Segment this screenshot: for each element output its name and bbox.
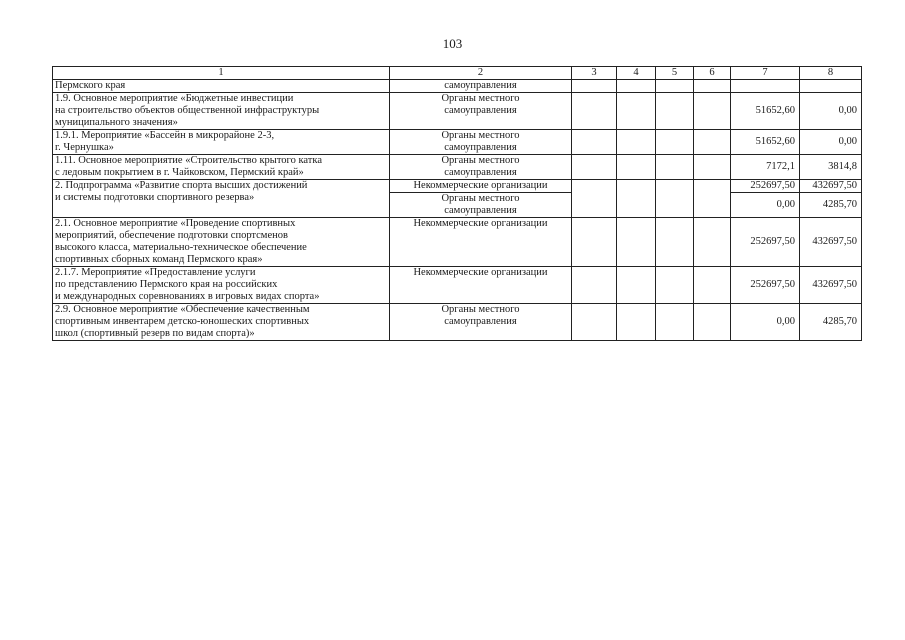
column-number-row bbox=[53, 67, 862, 80]
cell-text-line: самоуправления bbox=[444, 142, 517, 153]
amount-cell: 0,00 bbox=[731, 304, 800, 341]
empty-cell bbox=[656, 93, 694, 130]
executor-cell bbox=[390, 180, 572, 193]
activity-cell bbox=[53, 80, 390, 93]
amount-cell: 4285,70 bbox=[800, 193, 862, 218]
table-row bbox=[53, 267, 862, 304]
table-row bbox=[53, 155, 862, 180]
amount-cell: 0,00 bbox=[800, 130, 862, 155]
amount-cell: 252697,50 bbox=[731, 180, 800, 193]
cell-text-line: высокого класса, материально-техническое обеспечение bbox=[55, 242, 307, 253]
empty-cell bbox=[656, 218, 694, 267]
activity-cell bbox=[53, 130, 390, 155]
column-number: 1 bbox=[53, 67, 390, 80]
cell-text-line: Органы местного bbox=[441, 304, 520, 315]
activity-cell bbox=[53, 267, 390, 304]
empty-cell bbox=[656, 155, 694, 180]
budget-table bbox=[52, 66, 862, 341]
cell-text-line: Некоммерческие организации bbox=[413, 218, 548, 229]
executor-cell bbox=[390, 155, 572, 180]
empty-cell bbox=[572, 267, 617, 304]
cell-text-line: г. Чернушка» bbox=[55, 142, 114, 153]
executor-cell bbox=[390, 218, 572, 267]
cell-text-line: спортивных сборных команд Пермского края» bbox=[55, 254, 263, 265]
table-row bbox=[53, 218, 862, 267]
empty-cell bbox=[572, 180, 617, 218]
amount-cell: 432697,50 bbox=[800, 180, 862, 193]
cell-text-line: самоуправления bbox=[444, 167, 517, 178]
amount-cell: 3814,8 bbox=[800, 155, 862, 180]
amount-cell: 252697,50 bbox=[731, 218, 800, 267]
empty-cell bbox=[617, 80, 656, 93]
cell-text-line: самоуправления bbox=[444, 316, 517, 327]
empty-cell bbox=[617, 130, 656, 155]
cell-text-line: на строительство объектов общественной инфраструктуры bbox=[55, 105, 320, 116]
executor-cell bbox=[390, 304, 572, 341]
executor-cell bbox=[390, 193, 572, 218]
cell-text-line: с ледовым покрытием в г. Чайковском, Пермский край» bbox=[55, 167, 304, 178]
amount-cell: 4285,70 bbox=[800, 304, 862, 341]
column-number: 4 bbox=[617, 67, 656, 80]
activity-cell bbox=[53, 218, 390, 267]
empty-cell bbox=[617, 93, 656, 130]
cell-text-line: и международных соревнованиях в игровых видах спорта» bbox=[55, 291, 320, 302]
cell-text-line: Органы местного bbox=[441, 93, 520, 104]
table-row bbox=[53, 180, 862, 193]
executor-cell bbox=[390, 267, 572, 304]
amount-cell bbox=[800, 80, 862, 93]
empty-cell bbox=[656, 130, 694, 155]
table-row bbox=[53, 130, 862, 155]
cell-text-line: самоуправления bbox=[444, 80, 517, 91]
activity-cell bbox=[53, 304, 390, 341]
amount-cell bbox=[731, 80, 800, 93]
cell-text-line: Некоммерческие организации bbox=[413, 180, 548, 191]
cell-text-line: муниципального значения» bbox=[55, 117, 178, 128]
column-number: 5 bbox=[656, 67, 694, 80]
executor-cell bbox=[390, 130, 572, 155]
activity-cell bbox=[53, 180, 390, 218]
empty-cell bbox=[694, 218, 731, 267]
empty-cell bbox=[694, 304, 731, 341]
column-number: 3 bbox=[572, 67, 617, 80]
empty-cell bbox=[572, 304, 617, 341]
cell-text-line: по представлению Пермского края на российских bbox=[55, 279, 278, 290]
amount-cell: 432697,50 bbox=[800, 218, 862, 267]
cell-text-line: Пермского края bbox=[55, 80, 126, 91]
empty-cell bbox=[617, 180, 656, 218]
amount-cell: 0,00 bbox=[731, 193, 800, 218]
cell-text-line: 2.1. Основное мероприятие «Проведение спортивных bbox=[55, 218, 296, 229]
empty-cell bbox=[572, 155, 617, 180]
cell-text-line: мероприятий, обеспечение подготовки спортсменов bbox=[55, 230, 288, 241]
executor-cell bbox=[390, 93, 572, 130]
table-row bbox=[53, 80, 862, 93]
empty-cell bbox=[694, 130, 731, 155]
empty-cell bbox=[617, 267, 656, 304]
amount-cell: 51652,60 bbox=[731, 93, 800, 130]
cell-text-line: 2.9. Основное мероприятие «Обеспечение качественным bbox=[55, 304, 310, 315]
empty-cell bbox=[694, 180, 731, 218]
cell-text-line: и системы подготовки спортивного резерва» bbox=[55, 192, 255, 203]
amount-cell: 432697,50 bbox=[800, 267, 862, 304]
cell-text-line: самоуправления bbox=[444, 105, 517, 116]
empty-cell bbox=[572, 218, 617, 267]
empty-cell bbox=[656, 267, 694, 304]
empty-cell bbox=[572, 130, 617, 155]
page-number: 103 bbox=[442, 36, 463, 51]
executor-cell bbox=[390, 80, 572, 93]
cell-text-line: Органы местного bbox=[441, 155, 520, 166]
cell-text-line: спортивным инвентарем детско-юношеских спортивных bbox=[55, 316, 310, 327]
empty-cell bbox=[694, 80, 731, 93]
table-row bbox=[53, 93, 862, 130]
empty-cell bbox=[572, 93, 617, 130]
cell-text-line: 2.1.7. Мероприятие «Предоставление услуги bbox=[55, 267, 256, 278]
cell-text-line: самоуправления bbox=[444, 205, 517, 216]
empty-cell bbox=[694, 155, 731, 180]
empty-cell bbox=[656, 80, 694, 93]
empty-cell bbox=[694, 267, 731, 304]
amount-cell: 252697,50 bbox=[731, 267, 800, 304]
column-number: 8 bbox=[800, 67, 862, 80]
column-number: 2 bbox=[390, 67, 572, 80]
empty-cell bbox=[694, 93, 731, 130]
cell-text-line: Органы местного bbox=[441, 193, 520, 204]
cell-text-line: 1.9. Основное мероприятие «Бюджетные инвестиции bbox=[55, 93, 294, 104]
table-row bbox=[53, 304, 862, 341]
cell-text-line: Некоммерческие организации bbox=[413, 267, 548, 278]
cell-text-line: школ (спортивный резерв по видам спорта)» bbox=[55, 328, 255, 339]
cell-text-line: 1.11. Основное мероприятие «Строительство крытого катка bbox=[55, 155, 322, 166]
empty-cell bbox=[617, 155, 656, 180]
amount-cell: 0,00 bbox=[800, 93, 862, 130]
column-number: 6 bbox=[694, 67, 731, 80]
empty-cell bbox=[656, 180, 694, 218]
empty-cell bbox=[617, 304, 656, 341]
cell-text-line: 1.9.1. Мероприятие «Бассейн в микрорайоне 2-3, bbox=[55, 130, 275, 141]
cell-text-line: 2. Подпрограмма «Развитие спорта высших достижений bbox=[55, 180, 308, 191]
empty-cell bbox=[656, 304, 694, 341]
activity-cell bbox=[53, 155, 390, 180]
cell-text-line: Органы местного bbox=[441, 130, 520, 141]
activity-cell bbox=[53, 93, 390, 130]
amount-cell: 51652,60 bbox=[731, 130, 800, 155]
empty-cell bbox=[572, 80, 617, 93]
amount-cell: 7172,1 bbox=[731, 155, 800, 180]
empty-cell bbox=[617, 218, 656, 267]
column-number: 7 bbox=[731, 67, 800, 80]
